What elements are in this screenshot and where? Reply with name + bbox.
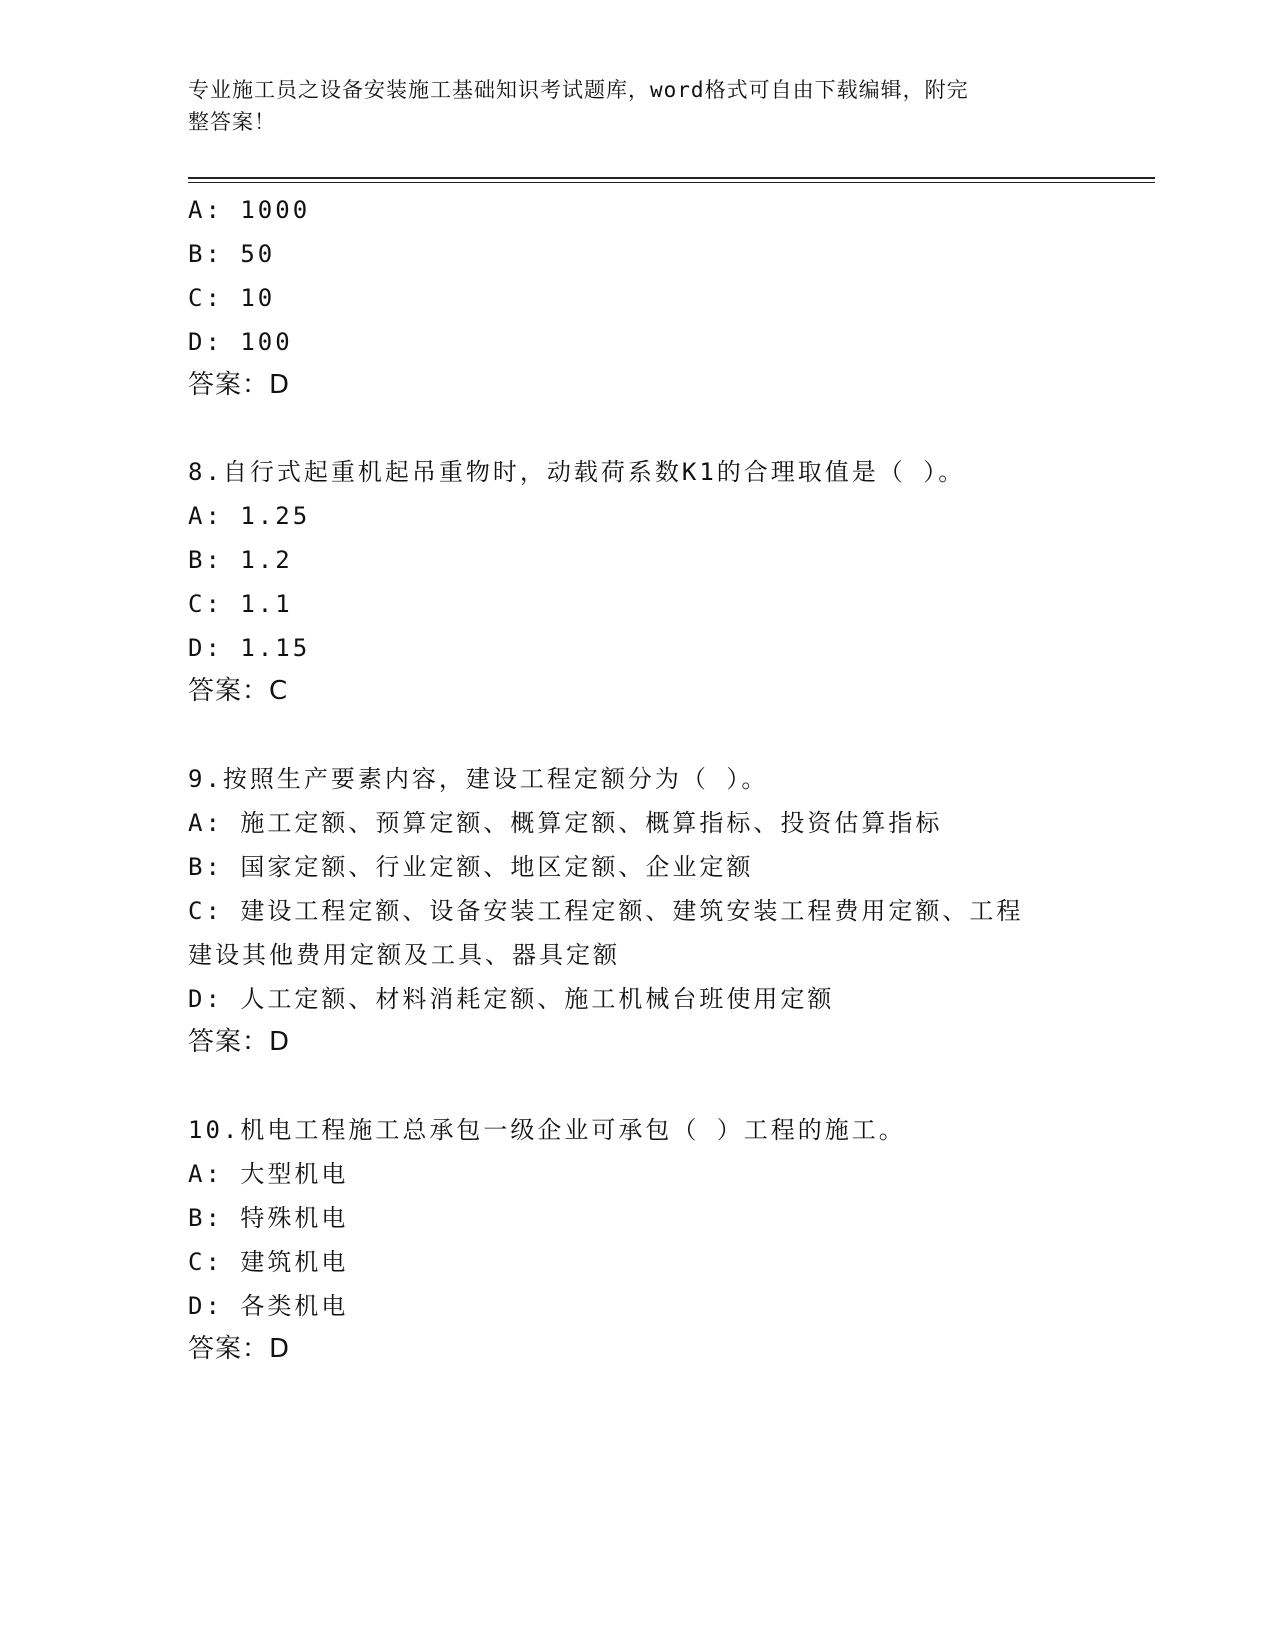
q10-option-b: B: 特殊机电 [188, 1204, 349, 1232]
q8-stem: 8.自行式起重机起吊重物时，动载荷系数K1的合理取值是（ ）。 [188, 458, 966, 486]
q9-option-d: D: 人工定额、材料消耗定额、施工机械台班使用定额 [188, 985, 835, 1013]
q9-option-b: B: 国家定额、行业定额、地区定额、企业定额 [188, 853, 754, 881]
header-line-2: 整答案！ [188, 110, 276, 134]
q7-option-d: D: 100 [188, 328, 293, 356]
q9-option-a: A: 施工定额、预算定额、概算定额、概算指标、投资估算指标 [188, 809, 943, 837]
q8-option-c: C: 1.1 [188, 590, 293, 618]
q9-option-c-continued: 建设其他费用定额及工具、器具定额 [188, 941, 620, 969]
q9-option-c: C: 建设工程定额、设备安装工程定额、建筑安装工程费用定额、工程 [188, 897, 1024, 925]
document-header [188, 74, 1088, 138]
q10-stem: 10.机电工程施工总承包一级企业可承包（ ）工程的施工。 [188, 1116, 906, 1144]
q7-option-b: B: 50 [188, 240, 276, 268]
q7-answer: 答案：D [188, 370, 291, 400]
header-divider-thin [188, 182, 1155, 183]
header-line-1: 专业施工员之设备安装施工基础知识考试题库，word格式可自由下载编辑，附完 [188, 78, 969, 102]
q7-option-a: A: 1000 [188, 196, 311, 224]
q9-answer: 答案：D [188, 1027, 291, 1057]
q10-option-d: D: 各类机电 [188, 1292, 349, 1320]
q10-option-c: C: 建筑机电 [188, 1248, 349, 1276]
header-divider-thick [188, 177, 1155, 179]
q8-option-d: D: 1.15 [188, 634, 311, 662]
q10-answer: 答案：D [188, 1334, 291, 1364]
q8-option-a: A: 1.25 [188, 502, 311, 530]
q8-answer: 答案：C [188, 676, 289, 706]
q7-option-c: C: 10 [188, 284, 276, 312]
q9-stem: 9.按照生产要素内容，建设工程定额分为（ ）。 [188, 765, 769, 793]
q8-option-b: B: 1.2 [188, 546, 293, 574]
q10-option-a: A: 大型机电 [188, 1160, 349, 1188]
